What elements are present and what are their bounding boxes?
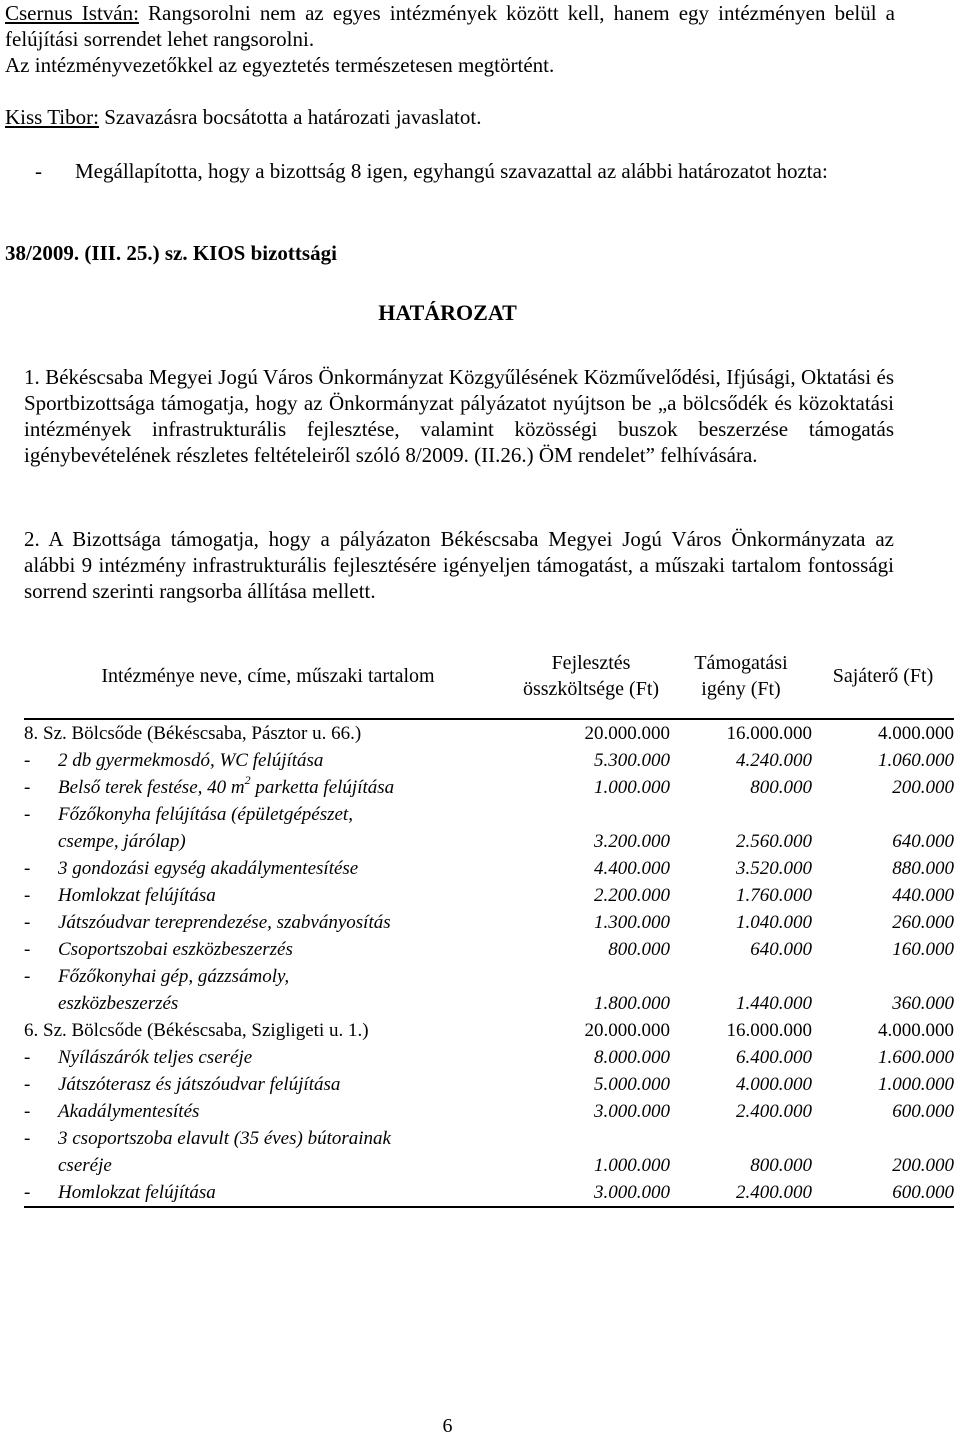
work-item: Főzőkonyhai gép, gázzsámoly,: [58, 966, 290, 987]
cost-cell: 1.300.000: [594, 912, 670, 933]
item-name-cell: [24, 747, 512, 774]
cost-cell: 4.400.000: [594, 858, 670, 879]
own-cell: 4.000.000: [878, 723, 954, 744]
institution-name: 8. Sz. Bölcsőde (Békéscsaba, Pásztor u. 66.): [24, 723, 362, 744]
list-dash: -: [24, 858, 31, 879]
list-dash: -: [24, 939, 31, 960]
intro-paragraph-2: Az intézményvezetőkkel az egyeztetés természetesen megtörtént.: [5, 53, 555, 77]
own-cell: 1.600.000: [878, 1047, 954, 1068]
item-name-cell: [24, 1044, 512, 1071]
list-dash: -: [24, 885, 31, 906]
table-row: [24, 963, 954, 1017]
cost-cell: 3.200.000: [594, 831, 670, 852]
cost-cell: 20.000.000: [584, 1020, 670, 1041]
cost-cell: 1.000.000: [594, 777, 670, 798]
list-dash: -: [24, 1047, 31, 1068]
own-cell: 200.000: [892, 1155, 954, 1176]
grant-cell: 2.400.000: [670, 1179, 812, 1207]
work-item: Homlokzat felújítása: [58, 1182, 216, 1203]
grant-cell: 6.400.000: [736, 1047, 812, 1068]
work-item: 3 csoportszoba elavult (35 éves) bútorainak: [58, 1128, 391, 1149]
table-row: [24, 1017, 954, 1044]
list-dash: -: [24, 912, 31, 933]
own-cell: 600.000: [892, 1101, 954, 1122]
table-row: [24, 774, 954, 801]
list-dash: -: [24, 777, 31, 798]
cost-cell: 3.000.000: [594, 1101, 670, 1122]
table-row: [24, 882, 954, 909]
intro-paragraph-3: [5, 104, 895, 130]
grant-cell: 3.520.000: [736, 858, 812, 879]
cost-cell: 3.000.000: [512, 1179, 670, 1207]
speaker-name: Kiss Tibor:: [5, 105, 99, 129]
table-row: [24, 719, 954, 747]
funding-table: [24, 634, 954, 1208]
header-name: Intézménye neve, címe, műszaki tartalom: [24, 634, 512, 719]
table-row: [24, 1044, 954, 1071]
own-cell: 200.000: [892, 777, 954, 798]
table-row: [24, 747, 954, 774]
table-row: [24, 1098, 954, 1125]
grant-cell: 1.760.000: [736, 885, 812, 906]
list-dash: -: [24, 750, 31, 771]
cost-cell: 5.300.000: [594, 750, 670, 771]
grant-cell: 16.000.000: [726, 1020, 812, 1041]
table-row: [24, 1125, 954, 1179]
work-item-continued: cseréje: [58, 1155, 112, 1176]
grant-cell: 640.000: [750, 939, 812, 960]
grant-cell: 4.000.000: [736, 1074, 812, 1095]
work-item: Főzőkonyha felújítása (épületgépészet,: [58, 804, 353, 825]
grant-cell: 1.040.000: [736, 912, 812, 933]
intro-paragraph-1: [5, 0, 895, 52]
cost-cell: 20.000.000: [584, 723, 670, 744]
own-cell: 4.000.000: [878, 1020, 954, 1041]
grant-cell: 800.000: [750, 1155, 812, 1176]
item-name-cell: [24, 855, 512, 882]
grant-cell: 800.000: [750, 777, 812, 798]
cost-cell: 2.200.000: [594, 885, 670, 906]
item-name-cell: [24, 774, 512, 801]
table-row: [24, 1071, 954, 1098]
work-item: Homlokzat felújítása: [58, 885, 216, 906]
cost-cell: 1.000.000: [594, 1155, 670, 1176]
item-name-cell: [24, 1017, 512, 1044]
own-cell: 260.000: [892, 912, 954, 933]
item-name-cell: [24, 719, 512, 747]
institution-name: 6. Sz. Bölcsőde (Békéscsaba, Szigligeti u. 1.): [24, 1020, 369, 1041]
item-name-cell: [24, 1125, 512, 1179]
own-cell: 1.000.000: [878, 1074, 954, 1095]
item-name-cell: [24, 909, 512, 936]
speaker-name: Csernus István:: [5, 1, 139, 25]
list-dash: -: [24, 1101, 31, 1122]
grant-cell: 2.560.000: [736, 831, 812, 852]
item-name-cell: [24, 882, 512, 909]
item-name-cell: [24, 801, 512, 855]
table-header-row: [24, 634, 954, 719]
decision-text: Megállapította, hogy a bizottság 8 igen, egyhangú szavazattal az alábbi határozatot hozta:: [75, 159, 828, 183]
work-item-rest: parketta felújítása: [250, 777, 395, 798]
own-cell: 600.000: [812, 1179, 954, 1207]
grant-cell: 4.240.000: [736, 750, 812, 771]
resolution-point-2: 2. A Bizottsága támogatja, hogy a pályázaton Békéscsaba Megyei Jogú Város Önkormányzata az alábbi 9 intézmény infrastrukturális fejlesztésére igényeljen támogatást, a műszaki tartalom fontossági sorrend szerinti rangsorba állítása mellett.: [24, 527, 894, 603]
resolution-heading: HATÁROZAT: [378, 300, 517, 325]
item-name-cell: [24, 1098, 512, 1125]
own-cell: 640.000: [892, 831, 954, 852]
work-item-continued: csempe, járólap): [58, 831, 186, 852]
header-cost: Fejlesztés összköltsége (Ft): [512, 634, 670, 719]
item-name-cell: [24, 963, 512, 1017]
resolution-reference: 38/2009. (III. 25.) sz. KIOS bizottsági: [5, 241, 337, 265]
grant-cell: 16.000.000: [726, 723, 812, 744]
own-cell: 880.000: [892, 858, 954, 879]
resolution-point-1: 1. Békéscsaba Megyei Jogú Város Önkormányzat Közgyűlésének Közművelődési, Ifjúsági, Oktatási és Sportbizottsága támogatja, hogy az Önkormányzat pályázatot nyújtson be „a bölcsődék és közoktatási intézmények infrastrukturális fejlesztése, valamint közösségi buszok beszerzése támogatás igénybevételének részletes feltételeiről szóló 8/2009. (II.26.) ÖM rendelet” felhívására.: [24, 365, 894, 467]
cost-cell: 5.000.000: [594, 1074, 670, 1095]
own-cell: 360.000: [892, 993, 954, 1014]
table-row: [24, 909, 954, 936]
work-item: 2 db gyermekmosdó, WC felújítása: [58, 750, 324, 771]
cost-cell: 800.000: [608, 939, 670, 960]
list-dash: -: [24, 1128, 31, 1149]
work-item-continued: eszközbeszerzés: [58, 993, 179, 1014]
item-name-cell: [24, 936, 512, 963]
grant-cell: 2.400.000: [736, 1101, 812, 1122]
own-cell: 440.000: [892, 885, 954, 906]
intro-text: Szavazásra bocsátotta a határozati javaslatot.: [98, 105, 482, 129]
work-item: Akadálymentesítés: [58, 1101, 200, 1122]
decision-statement: [5, 158, 895, 184]
list-dash: -: [24, 966, 31, 987]
cost-cell: 1.800.000: [594, 993, 670, 1014]
work-item: Csoportszobai eszközbeszerzés: [58, 939, 293, 960]
list-dash: -: [24, 1074, 31, 1095]
item-name-cell: [24, 1179, 512, 1207]
header-grant: Támogatási igény (Ft): [670, 634, 812, 719]
list-dash: -: [35, 159, 42, 183]
work-item: Belső terek festése, 40 m: [58, 777, 245, 798]
item-name-cell: [24, 1071, 512, 1098]
grant-cell: 1.440.000: [736, 993, 812, 1014]
work-item: Nyílászárók teljes cseréje: [58, 1047, 253, 1068]
intro-text: Rangsorolni nem az egyes intézmények között kell, hanem egy intézményen belül a felújítási sorrendet lehet rangsorolni.: [5, 1, 895, 51]
table-row: [24, 1179, 954, 1207]
work-item: Játszóterasz és játszóudvar felújítása: [58, 1074, 341, 1095]
header-own: Sajáterő (Ft): [812, 634, 954, 719]
work-item: Játszóudvar tereprendezése, szabványosítás: [58, 912, 391, 933]
work-item: 3 gondozási egység akadálymentesítése: [58, 858, 359, 879]
own-cell: 1.060.000: [878, 750, 954, 771]
superscript: 2: [244, 773, 251, 787]
table-row: [24, 801, 954, 855]
list-dash: -: [24, 1182, 31, 1203]
own-cell: 160.000: [892, 939, 954, 960]
page-number: 6: [442, 1415, 453, 1437]
table-row: [24, 936, 954, 963]
list-dash: -: [24, 804, 31, 825]
table-row: [24, 855, 954, 882]
cost-cell: 8.000.000: [594, 1047, 670, 1068]
